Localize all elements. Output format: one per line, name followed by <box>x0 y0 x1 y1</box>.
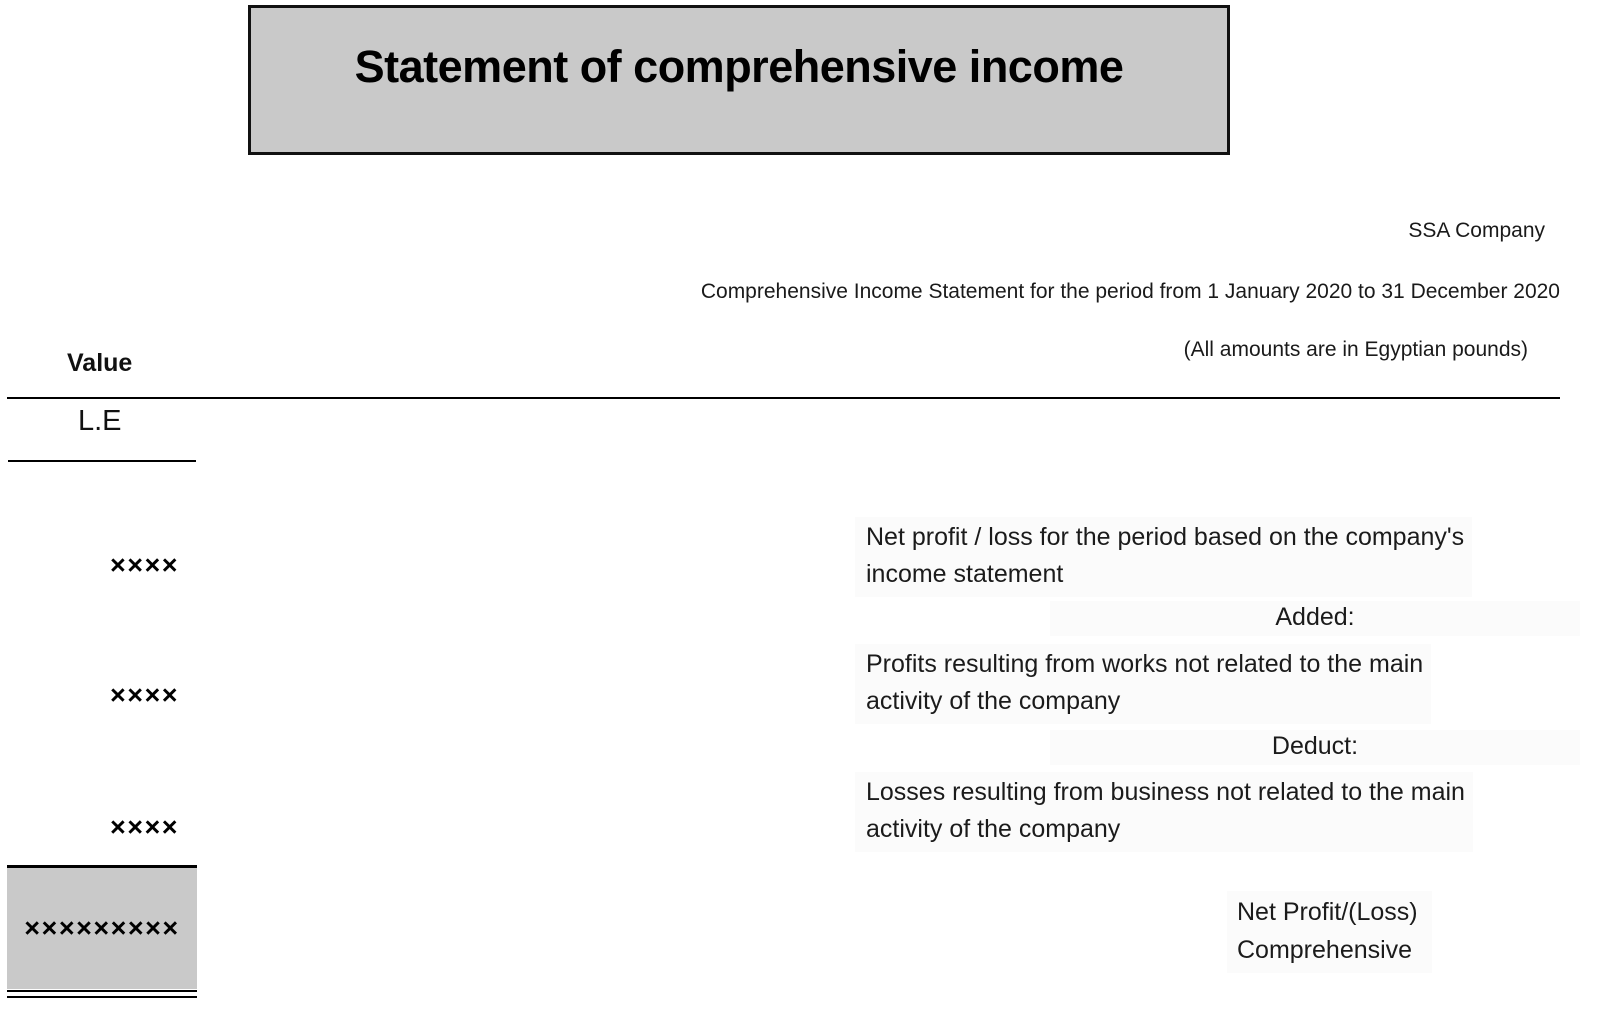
title-banner <box>248 5 1230 155</box>
description-line: income statement <box>866 560 1064 588</box>
row-description-profits-other <box>855 644 1431 724</box>
description-line: Net Profit/(Loss) <box>1237 898 1418 926</box>
description-line: activity of the company <box>866 687 1121 715</box>
total-double-underline <box>7 990 197 998</box>
description-line: Profits resulting from works not related to the main <box>866 650 1424 678</box>
description-line: Comprehensive <box>1237 936 1413 964</box>
row-description-losses-other <box>855 772 1473 852</box>
row-description-total <box>1227 891 1432 973</box>
value-cell-losses-other: ×××× <box>110 812 180 842</box>
value-cell-net-profit: ×××× <box>110 550 180 580</box>
description-line: Losses resulting from business not related to the main <box>866 778 1465 806</box>
total-value-cell: ××××××××× <box>24 913 180 943</box>
section-label-added: Added: <box>1050 601 1580 636</box>
statement-period-line: Comprehensive Income Statement for the period from 1 January 2020 to 31 December 2020 <box>700 280 1560 303</box>
currency-note: (All amounts are in Egyptian pounds) <box>1183 338 1528 361</box>
value-column-underline <box>8 460 196 462</box>
document-title: Statement of comprehensive income <box>354 41 1124 92</box>
company-name: SSA Company <box>1408 219 1545 242</box>
total-value-box <box>7 865 197 989</box>
header-divider-line <box>7 397 1560 399</box>
value-column-header: Value <box>67 349 133 377</box>
description-line: activity of the company <box>866 815 1121 843</box>
value-cell-profits-other: ×××× <box>110 680 180 710</box>
section-label-deduct: Deduct: <box>1050 730 1580 765</box>
currency-unit-label: L.E <box>78 405 122 437</box>
description-line: Net profit / loss for the period based on the company's <box>866 523 1465 551</box>
row-description-net-profit <box>855 517 1472 597</box>
